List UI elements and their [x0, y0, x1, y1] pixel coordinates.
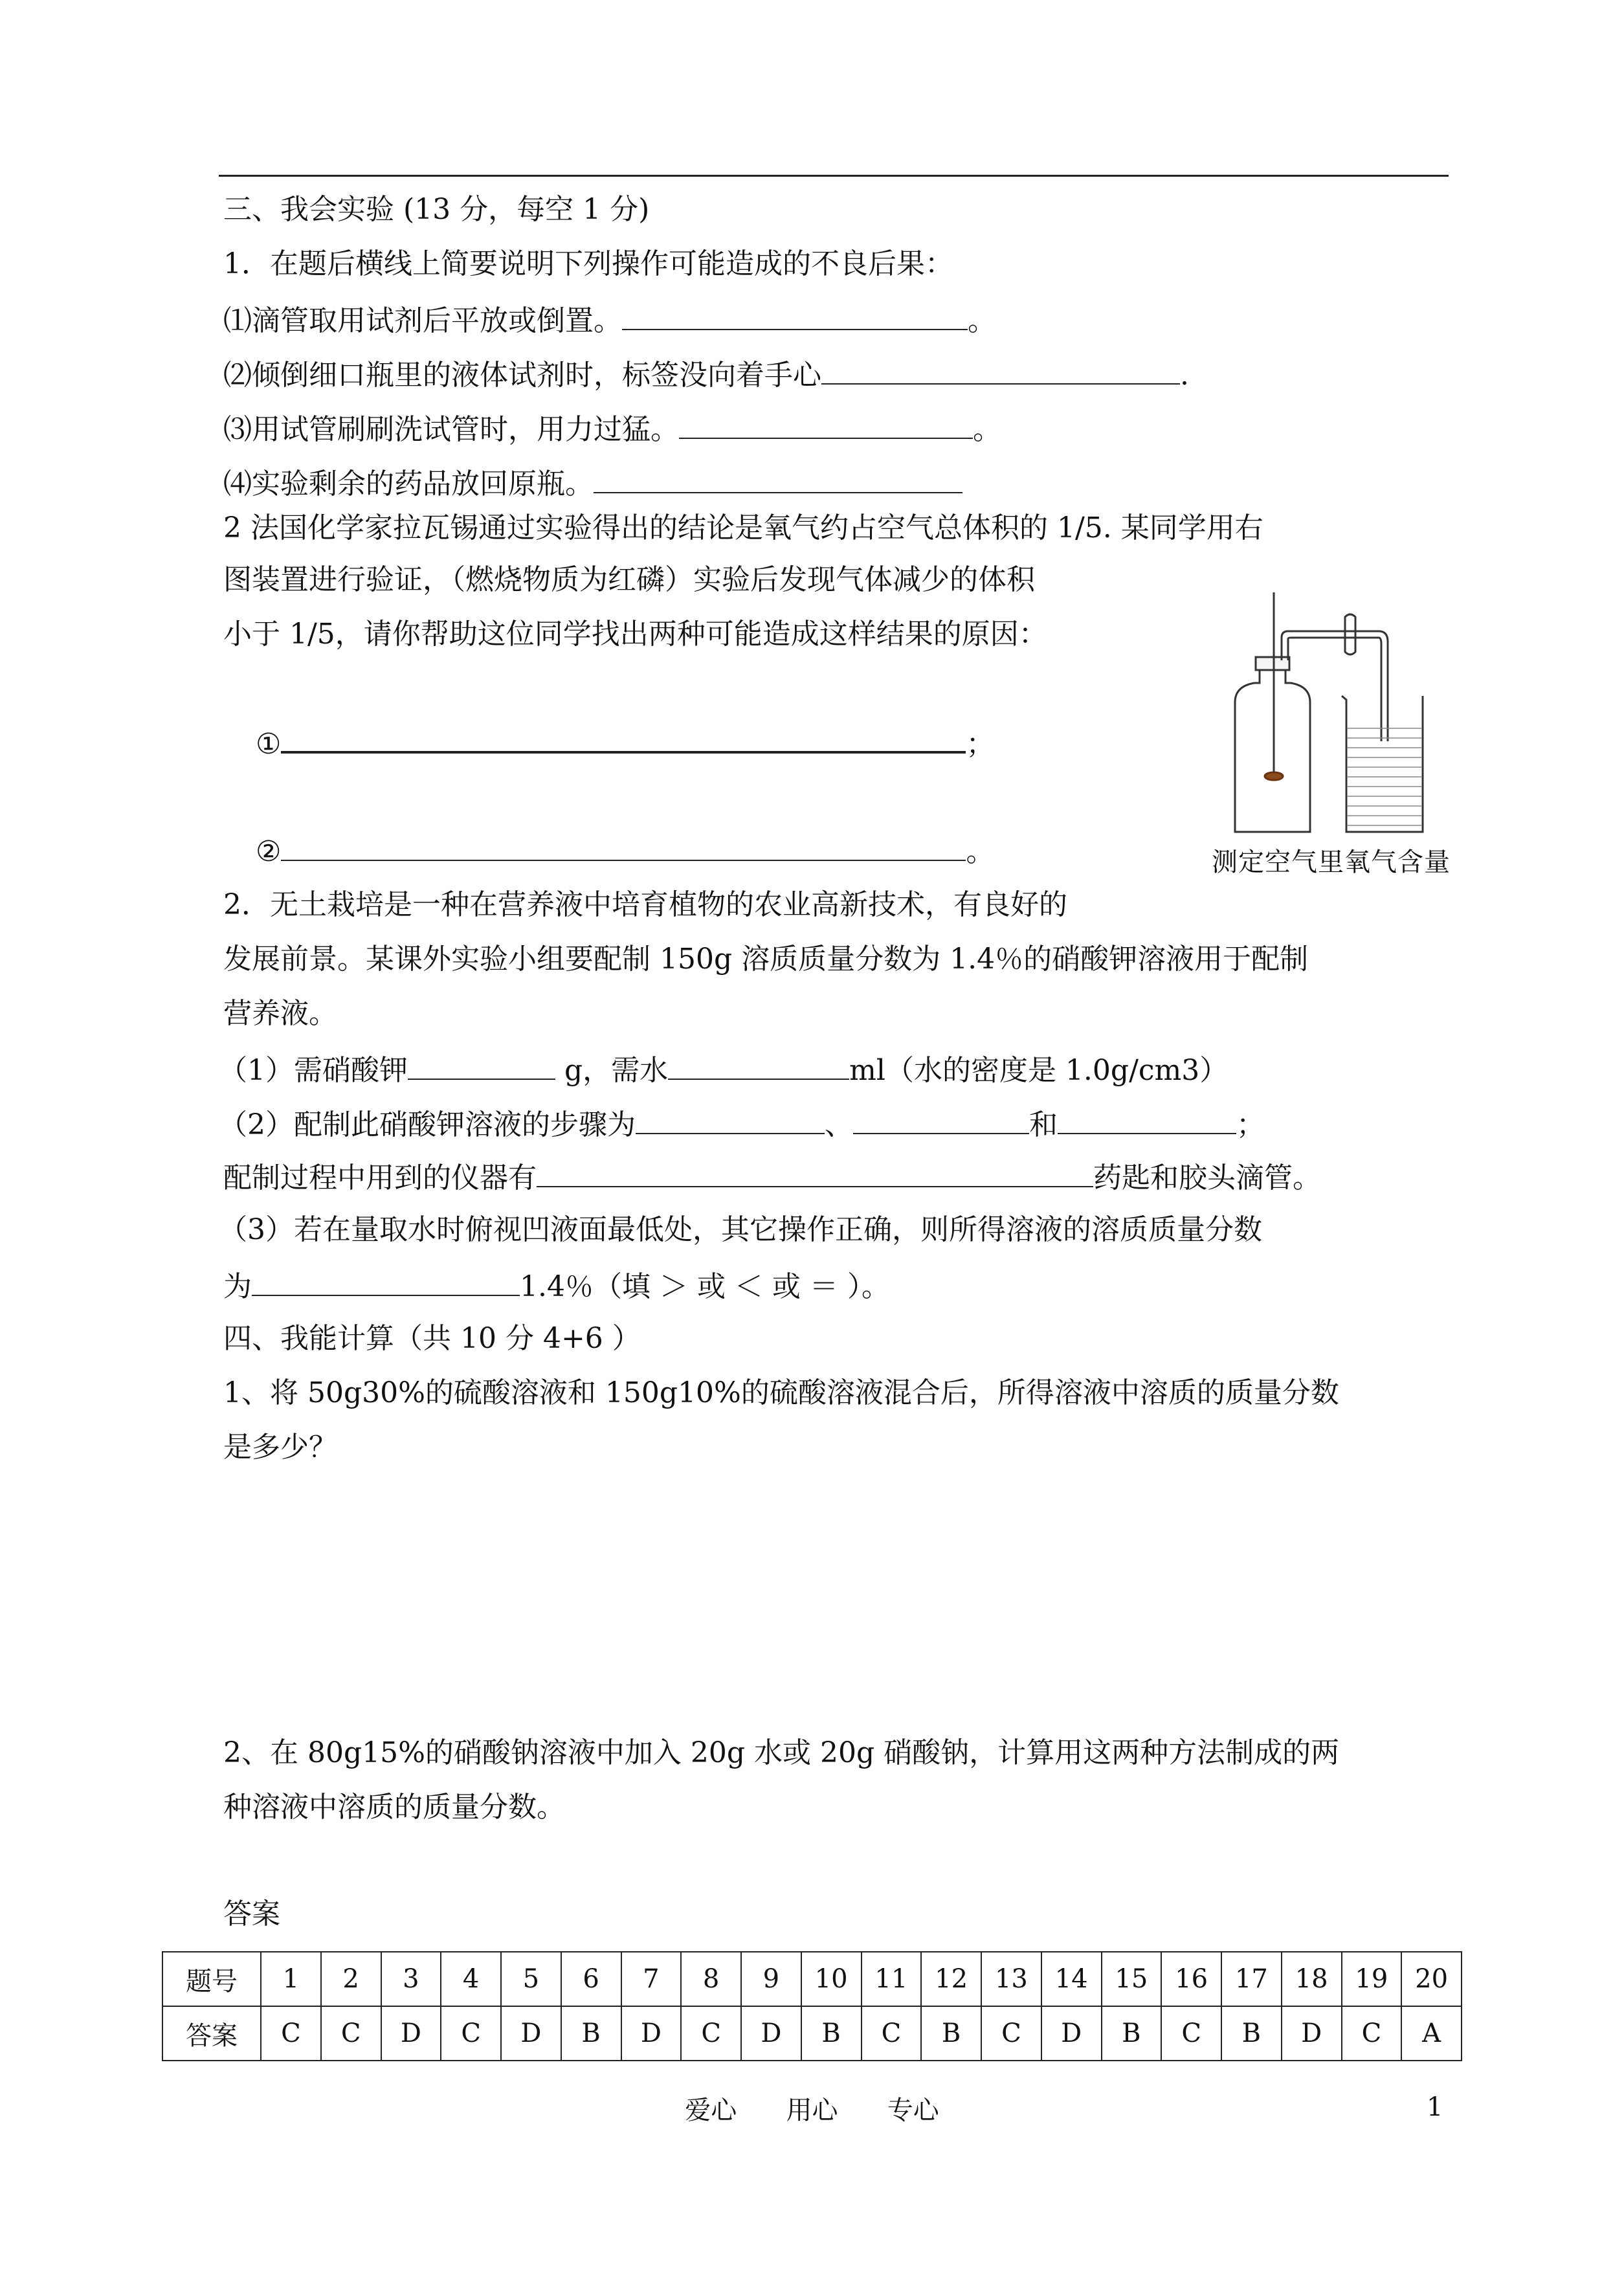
number-cell: 19 [1342, 1952, 1402, 2006]
q3-line-1: 2．无土栽培是一种在营养液中培育植物的农业高新技术，有良好的 [223, 888, 1067, 921]
q1-stem: 1．在题后横线上简要说明下列操作可能造成的不良后果： [223, 247, 953, 280]
answer-blank[interactable] [281, 722, 966, 754]
table-row [162, 2006, 1462, 2061]
footer-motto: 爱心 用心 专心 [685, 2096, 939, 2125]
number-cell: 7 [621, 1952, 682, 2006]
number-cell: 15 [1102, 1952, 1162, 2006]
q2-line-1: 2 法国化学家拉瓦锡通过实验得出的结论是氧气约占空气总体积的 1/5. 某同学用右 [223, 511, 1263, 544]
key-cell: C [321, 2006, 381, 2061]
key-cell: D [1282, 2006, 1342, 2061]
section3-title: 三、我会实验 (13 分，每空 1 分) [223, 193, 650, 226]
answer-blank[interactable] [679, 409, 973, 439]
number-cell: 9 [741, 1952, 801, 2006]
number-cell: 5 [501, 1952, 561, 2006]
number-cell: 18 [1282, 1952, 1342, 2006]
key-cell: B [921, 2006, 981, 2061]
key-cell: C [681, 2006, 741, 2061]
section4-title: 四、我能计算（共 10 分 4+6 ） [223, 1322, 641, 1355]
number-cell: 14 [1041, 1952, 1102, 2006]
clamp-icon [1345, 614, 1355, 654]
answer-blank[interactable] [252, 1266, 520, 1296]
number-cell: 2 [321, 1952, 381, 2006]
key-cell: A [1401, 2006, 1462, 2061]
key-cell: D [1041, 2006, 1102, 2061]
answers-title: 答案 [223, 1897, 280, 1930]
key-cell: C [1342, 2006, 1402, 2061]
q2-line-2: 图装置进行验证，（燃烧物质为红磷）实验后发现气体减少的体积 [223, 563, 1035, 596]
table-row [162, 1952, 1462, 2006]
calc-q2-line-1: 2、在 80g15%的硝酸钠溶液中加入 20g 水或 20g 硝酸钠，计算用这两种方法制成的两 [223, 1736, 1340, 1769]
header-rule [219, 175, 1449, 177]
jar-icon [1235, 667, 1310, 832]
number-cell: 12 [921, 1952, 981, 2006]
answer-blank[interactable] [622, 300, 968, 330]
answer-blank[interactable] [668, 1050, 849, 1080]
q1-item-4: ⑷实验剩余的药品放回原瓶。 [223, 464, 962, 502]
key-cell: C [862, 2006, 922, 2061]
q3-part-3: （3）若在量取水时俯视凹液面最低处，其它操作正确，则所得溶液的溶质质量分数 [219, 1213, 1262, 1246]
key-cell: C [1161, 2006, 1221, 2061]
key-cell: B [801, 2006, 862, 2061]
answer-blank[interactable] [821, 355, 1180, 385]
answer-blank[interactable] [537, 1158, 1093, 1187]
number-cell: 3 [381, 1952, 441, 2006]
key-cell: B [561, 2006, 621, 2061]
key-cell: B [1221, 2006, 1282, 2061]
answer-table [162, 1951, 1462, 2061]
key-cell: D [621, 2006, 682, 2061]
header-cell: 答案 [162, 2006, 261, 2061]
calc-q1-line-2: 是多少？ [223, 1431, 337, 1464]
answer-blank[interactable] [281, 831, 966, 861]
q3-part-1: （1）需硝酸钾 g，需水 ml（水的密度是 1.0g/cm3） [219, 1050, 1228, 1089]
q1-item-2: ⑵倾倒细口瓶里的液体试剂时，标签没向着手心 . [223, 355, 1189, 394]
page-number: 1 [1427, 2092, 1443, 2122]
q3-part-3-answer: 为 1.4％（填 ＞ 或 ＜ 或 ＝ ）。 [223, 1266, 890, 1305]
key-cell: D [501, 2006, 561, 2061]
number-cell: 13 [981, 1952, 1041, 2006]
header-cell: 题号 [162, 1952, 261, 2006]
number-cell: 1 [261, 1952, 321, 2006]
number-cell: 20 [1401, 1952, 1462, 2006]
calc-q1-line-1: 1、将 50g30%的硫酸溶液和 150g10%的硫酸溶液混合后，所得溶液中溶质的质量分数 [223, 1376, 1339, 1409]
key-cell: D [741, 2006, 801, 2061]
q3-part-2: （2）配制此硝酸钾溶液的步骤为 、 和 ； [219, 1104, 1265, 1143]
key-cell: D [381, 2006, 441, 2061]
number-cell: 4 [441, 1952, 501, 2006]
q1-item-3: ⑶用试管刷刷洗试管时，用力过猛。 。 [223, 409, 1001, 448]
q3-instruments: 配制过程中用到的仪器有 药匙和胶头滴管。 [223, 1158, 1321, 1196]
reason-1: ① ； [256, 722, 994, 763]
stopper-icon [1256, 657, 1289, 670]
key-cell: B [1102, 2006, 1162, 2061]
reason-2: ② 。 [256, 831, 994, 870]
red-phosphorus-icon [1265, 772, 1283, 780]
calc-q2-line-2: 种溶液中溶质的质量分数。 [223, 1791, 565, 1824]
answer-blank[interactable] [594, 464, 962, 493]
answer-blank[interactable] [408, 1050, 555, 1080]
answer-blank[interactable] [1058, 1104, 1236, 1134]
key-cell: C [441, 2006, 501, 2061]
number-cell: 10 [801, 1952, 862, 2006]
key-cell: C [261, 2006, 321, 2061]
figure-caption: 测定空气里氧气含量 [1212, 847, 1451, 877]
number-cell: 8 [681, 1952, 741, 2006]
q2-line-3: 小于 1/5，请你帮助这位同学找出两种可能造成这样结果的原因： [223, 618, 1047, 651]
number-cell: 17 [1221, 1952, 1282, 2006]
answer-blank[interactable] [636, 1104, 825, 1134]
answer-blank[interactable] [853, 1104, 1029, 1134]
q3-line-3: 营养液。 [223, 997, 337, 1030]
tube-icon [1282, 631, 1379, 660]
q1-item-1: ⑴滴管取用试剂后平放或倒置。 。 [223, 300, 996, 339]
number-cell: 11 [862, 1952, 922, 2006]
number-cell: 6 [561, 1952, 621, 2006]
key-cell: C [981, 2006, 1041, 2061]
number-cell: 16 [1161, 1952, 1221, 2006]
q3-line-2: 发展前景。某课外实验小组要配制 150g 溶质质量分数为 1.4％的硝酸钾溶液用于配制 [223, 943, 1309, 976]
